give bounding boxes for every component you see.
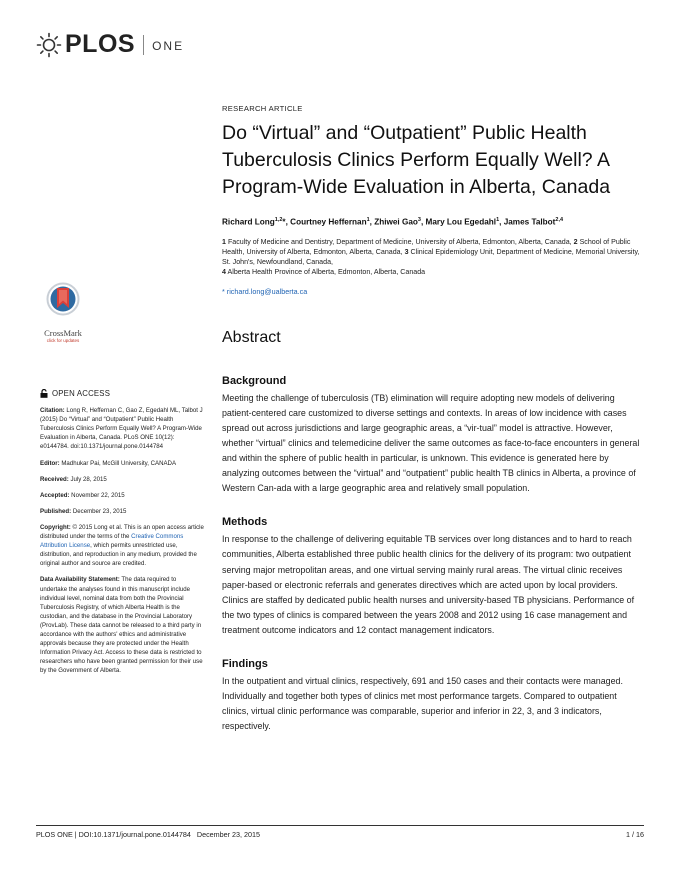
license-link[interactable]: Creative Commons Attribution License: [40, 533, 184, 550]
accepted-label: Accepted:: [40, 491, 70, 499]
copyright-label: Copyright:: [40, 523, 71, 531]
citation-block: [40, 406, 204, 451]
logo-plos-text: PLOS: [65, 30, 136, 58]
author-name[interactable]: Mary Lou Egedahl: [425, 217, 497, 227]
editor-text: Madhukar Pai, McGill University, CANADA: [61, 459, 177, 467]
affiliation-number: 2: [573, 237, 578, 246]
received-date: July 28, 2015: [70, 475, 107, 483]
affiliation-number: 1: [222, 237, 226, 246]
author-name[interactable]: Courtney Heffernan: [290, 217, 367, 227]
author-name[interactable]: Richard Long: [222, 217, 275, 227]
article-title: Do “Virtual” and “Outpatient” Public Health Tuberculosis Clinics Perform Equally Well? A Program-Wide Evaluation in Alberta, Canada: [222, 122, 611, 198]
footer-citation: PLOS ONE | DOI:10.1371/journal.pone.0144784 December 23, 2015: [36, 830, 261, 839]
article-type-label: RESEARCH ARTICLE: [222, 104, 303, 113]
copyright-text-end: , which permits unrestricted use, distribution, and reproduction in any medium, provided the original author and source are credited.: [40, 542, 197, 568]
footer-rule: [36, 825, 644, 826]
author-list: Richard Long$^{1,2}$*, Courtney Heffernan$^1$, Zhiwei Gao$^3$, Mary Lou Egedahl$^1$, James Talbot$^{2,4}$: [222, 217, 564, 227]
abstract-heading: Abstract: [222, 328, 281, 346]
section-text-findings: In the outpatient and virtual clinics, respectively, 691 and 150 cases and their contacts were managed. Individually and together both types of clinics met most performance targets. Compared to outpatient clinics, virtual clinic performance was comparable, superior and inferior in 22, 3, and 3 indicators, respectively.: [222, 676, 623, 732]
affiliation-text: Alberta Health Province of Alberta, Edmonton, Alberta, Canada: [227, 267, 426, 276]
correspondence-email-link[interactable]: * richard.long@ualberta.ca: [222, 286, 308, 296]
data-availability-label: Data Availability Statement:: [40, 576, 120, 584]
section-heading-background: Background: [222, 374, 287, 387]
section-heading-findings: Findings: [222, 658, 268, 671]
article-sidebar: [40, 389, 204, 682]
author-affil-sup: 1,2: [274, 217, 283, 223]
affiliation-text: Faculty of Medicine and Dentistry, Department of Medicine, University of Alberta, Edmonton, Alberta, Canada,: [227, 237, 572, 246]
received-label: Received:: [40, 475, 69, 483]
received-block: [40, 475, 204, 484]
author-name[interactable]: James Talbot: [503, 217, 556, 227]
citation-label: Citation:: [40, 407, 65, 415]
plos-sun-icon: [36, 32, 62, 58]
open-lock-icon: [40, 389, 48, 398]
author-correspondence-mark: *: [282, 217, 286, 227]
published-block: [40, 507, 204, 516]
affiliation-number: 4: [222, 267, 226, 276]
data-availability-text: The data required to undertake the analyses found in this manuscript include individual level, nominal data from both the Provincial Tuberculosis Registry, of which Alberta Health is the custodian, and the database in the Provincial Laboratory (ProvLab). These data cannot be released to a third party in accordance with the authors' ethics and administrative approvals because they are protected under the Health Information Privacy Act. Access to these data is restricted to researchers who have been granted permission for their use by the Government of Alberta.: [40, 576, 203, 675]
published-date: December 23, 2015: [72, 507, 127, 515]
author-affil-sup: 3: [417, 217, 421, 223]
author-name[interactable]: Zhiwei Gao: [374, 217, 418, 227]
logo-divider: [143, 35, 144, 55]
section-text-methods: In response to the challenge of delivering equitable TB services over long distances and to hard to reach communities, Alberta established three public health clinics for the delivery of its program: two outpatient serving major metropolitan areas, and one virtual serving mainly rural areas. The virtual clinic receives paper-based or electronic referrals and generates directives which are acted upon by local providers. Clinics are staffed by dedicated public health nurses and university-based TB physicians. Performance of the two types of clinics is compared between the years 2008 and 2012 using 16 case management and treatment outcome indicators and 12 contact management indicators.: [222, 534, 635, 635]
data-availability-block: [40, 575, 204, 675]
affiliations: [222, 237, 642, 277]
crossmark-label: CrossMark: [44, 328, 82, 338]
accepted-block: [40, 491, 204, 500]
copyright-text: © 2015 Long et al. This is an open access article distributed under the terms of the: [40, 523, 204, 541]
citation-text: Long R, Heffernan C, Gao Z, Egedahl ML, Talbot J (2015) Do “Virtual” and “Outpatient” Public Health Tuberculosis Clinics Perform Equally Well? A Program-Wide Evaluation in Alberta, Canada. PLoS ONE 10(12): e0144784. doi:10.1371/journal.pone.0144784: [40, 407, 203, 451]
page-number: 1 / 16: [626, 830, 644, 839]
crossmark-sublabel: click for updates: [46, 338, 80, 343]
section-text-background: Meeting the challenge of tuberculosis (TB) elimination will require adopting new models of delivering patient-centered care customized to diverse settings and contexts. In areas of low incidence with cases spread out across jurisdictions and large geographic areas, a “vir-tual” model is attractive. However, whether “virtual” clinics and telemedicine deliver the same outcomes as face-to-face encounters in general and within the sphere of public health in particular, is unknown. This evidence is generated here by analyzing outcomes between the “virtual” and “outpatient” public health TB clinics in Alberta, a province of Western Can-ada with a large geographic area and relatively small population.: [222, 392, 640, 494]
open-access-badge: [40, 389, 204, 398]
crossmark-badge[interactable]: [38, 282, 88, 343]
section-heading-methods: Methods: [222, 516, 268, 529]
author-affil-sup: 2,4: [555, 217, 564, 223]
editor-label: Editor:: [40, 459, 60, 467]
author-affil-sup: 1: [366, 217, 370, 223]
crossmark-icon: [46, 282, 80, 322]
logo-journal-name: ONE: [152, 38, 185, 53]
published-label: Published:: [40, 507, 72, 515]
affiliation-number: 3: [404, 247, 409, 256]
editor-block: [40, 459, 204, 468]
journal-logo[interactable]: [36, 30, 184, 59]
article-main: [222, 104, 642, 734]
accepted-date: November 22, 2015: [71, 491, 125, 499]
copyright-block: [40, 523, 204, 568]
affiliation-text: Clinical Epidemiology Unit, Department of Medicine, Memorial University, St. John's, Newfoundland, Canada,: [222, 247, 640, 266]
affiliation-text: School of Public Health, University of Alberta, Edmonton, Alberta, Canada,: [222, 237, 631, 256]
open-access-label: OPEN ACCESS: [52, 389, 111, 398]
author-affil-sup: 1: [496, 217, 500, 223]
